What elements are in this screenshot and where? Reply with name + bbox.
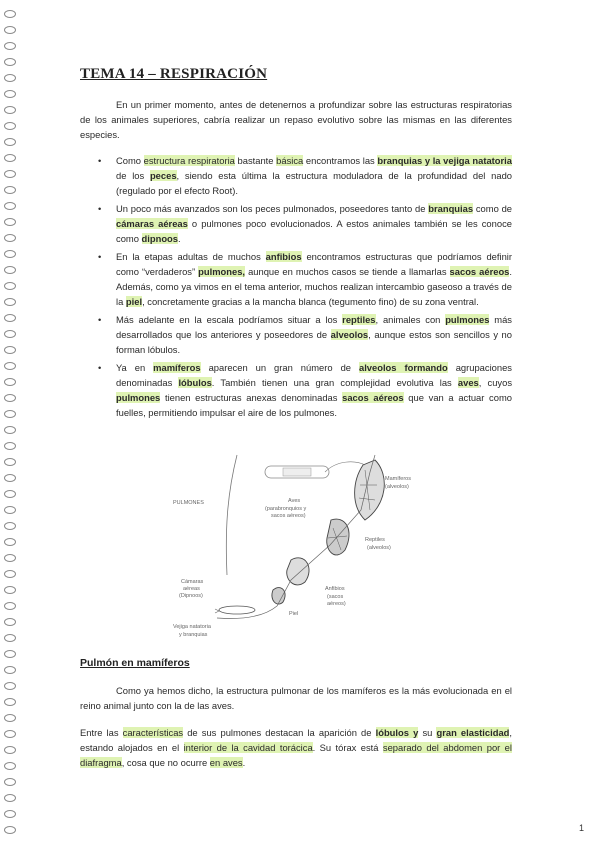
- highlight: alveolos: [330, 329, 369, 340]
- evolution-path: [217, 455, 375, 619]
- mamiferos-paragraph-1: Como ya hemos dicho, la estructura pulmonar de los mamíferos es la más evolucionada en el reino animal junto con la de las aves.: [80, 685, 512, 711]
- highlight: cámaras aéreas: [116, 218, 188, 229]
- highlight: mamíferos: [153, 362, 201, 373]
- section-heading: Pulmón en mamíferos: [80, 657, 190, 669]
- list-item-peces: • Como estructura respiratoria bastante básica encontramos las branquias y la vejiga natatoria de los peces, siendo esta última la estructura moduladora de la profundidad del nado (regulado por el efecto Root).: [98, 155, 513, 196]
- svg-text:(Dipnoos): (Dipnoos): [179, 593, 203, 599]
- mamifero-lung-drawing: [355, 460, 385, 520]
- highlight: pulmones: [445, 314, 490, 325]
- highlight: lóbulos y: [375, 727, 419, 738]
- svg-text:Vejiga natatoria: Vejiga natatoria: [173, 624, 211, 630]
- highlight: reptiles: [342, 314, 376, 325]
- highlight: en aves: [209, 757, 243, 768]
- highlight: gran elasticidad: [436, 727, 510, 738]
- svg-text:Piel: Piel: [289, 611, 299, 617]
- evolution-list: [80, 153, 512, 423]
- svg-text:aéreos): aéreos): [327, 601, 346, 607]
- page-title: TEMA 14 – RESPIRACIÓN: [80, 66, 268, 82]
- list-item-mamiferos: • Ya en mamíferos aparecen un gran número de alveolos formando agrupaciones denominadas lóbulos. También tienen una gran complejidad evolutiva las aves, cuyos pulmones tienen estructuras anexas denominadas sacos aéreos que van a actuar como fuelles, permitiendo impulsar el aire de los pulmones.: [98, 362, 513, 418]
- list-item-dipnoos: • Un poco más avanzados son los peces pulmonados, poseedores tanto de branquias como de cámaras aéreas o pulmones poco evolucionados. A estos animales también se les conoce como dipnoos.: [98, 203, 513, 244]
- list-item-reptiles: • Más adelante en la escala podríamos situar a los reptiles, animales con pulmones más desarrollados que los anteriores y poseedores de alveolos, aunque estos son sencillos y no forman lóbulos.: [98, 314, 512, 355]
- bracket-line: [226, 455, 237, 575]
- highlight: estructura respiratoria: [143, 155, 235, 166]
- highlight: básica: [276, 155, 304, 166]
- highlight: pulmones,: [198, 266, 246, 277]
- svg-text:(sacos: (sacos: [327, 594, 344, 600]
- label-pulmones: PULMONES: [173, 500, 204, 506]
- svg-text:Reptiles: Reptiles: [365, 537, 385, 543]
- intro-paragraph: En un primer momento, antes de detenernos a profundizar sobre las estructuras respiratorias de los animales superiores, cabría realizar un repaso evolutivo sobre las mismas en las diferentes especies.: [80, 99, 512, 140]
- highlight: interior de la cavidad torácica: [183, 742, 313, 753]
- svg-text:Anfibios: Anfibios: [325, 586, 345, 592]
- page-number: 1: [579, 823, 585, 833]
- highlight: separado del abdomen por el diafragma: [80, 742, 512, 768]
- svg-text:(alveolos): (alveolos): [385, 484, 409, 490]
- svg-text:Mamíferos: Mamíferos: [385, 476, 411, 482]
- highlight: sacos aéreos: [342, 392, 404, 403]
- svg-text:sacos aéreos): sacos aéreos): [271, 513, 306, 519]
- list-item-anfibios: • En la etapas adultas de muchos anfibios encontramos estructuras que podríamos definir como “verdaderos” pulmones, aunque en muchos casos se tiende a llamarlas sacos aéreos. Además, como ya vimos en el tema anterior, muchos realizan intercambio gaseoso a través de la piel, concretamente gracias a la mancha blanca (tegumento fino) de su zona ventral.: [98, 251, 513, 307]
- svg-text:(parabronquios y: (parabronquios y: [265, 506, 307, 512]
- highlight: anfibios: [265, 251, 302, 262]
- svg-text:y branquias: y branquias: [179, 632, 208, 638]
- svg-text:(alveolos): (alveolos): [367, 545, 391, 551]
- highlight: piel: [125, 296, 143, 307]
- svg-text:Aves: Aves: [288, 498, 301, 504]
- svg-text:aéreas: aéreas: [183, 586, 200, 592]
- dipnoo-drawing: [219, 606, 255, 614]
- highlight: sacos aéreos: [449, 266, 510, 277]
- svg-text:Cámaras: Cámaras: [181, 579, 204, 585]
- mamiferos-paragraph-2: Entre las características de sus pulmones destacan la aparición de lóbulos y su gran elasticidad, estando alojados en el interior de la cavidad torácica. Su tórax está separado del abdomen por el diafragma, cosa que no ocurre en aves.: [80, 727, 512, 768]
- highlight: branquias: [428, 203, 474, 214]
- spiral-binding: [4, 0, 18, 848]
- highlight: características: [122, 727, 184, 738]
- highlight: branquias y la vejiga natatoria: [377, 155, 512, 166]
- anfibio-lung-drawing: [287, 558, 309, 585]
- highlight: aves: [457, 377, 479, 388]
- highlight: peces: [149, 170, 177, 181]
- highlight: dipnoos: [141, 233, 178, 244]
- lung-evolution-figure: [165, 450, 425, 645]
- highlight: lóbulos: [178, 377, 212, 388]
- highlight: pulmones: [116, 392, 161, 403]
- highlight: alveolos formando: [358, 362, 448, 373]
